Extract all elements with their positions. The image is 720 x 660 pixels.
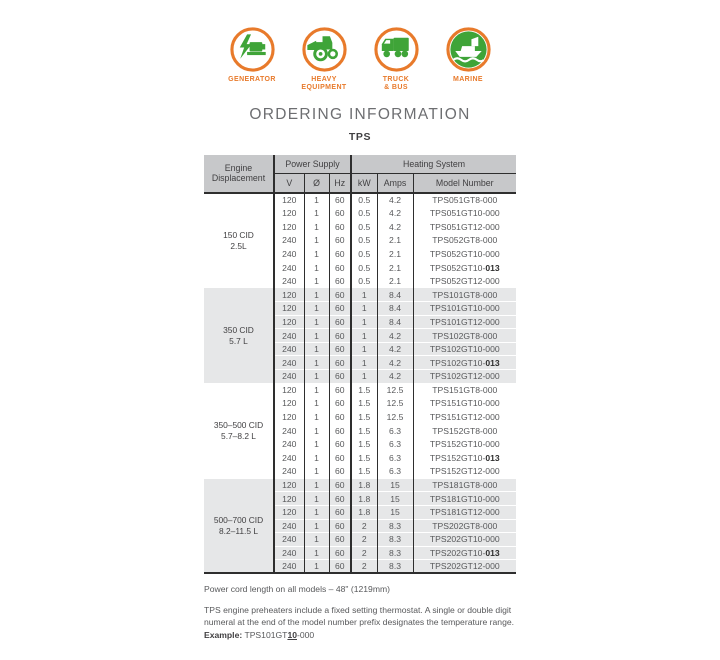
series-subtitle: TPS: [348, 130, 372, 143]
phase-cell: 1: [304, 560, 329, 574]
kw-cell: 1.8: [351, 505, 377, 519]
amps-cell: 15: [377, 492, 413, 506]
application-truck-bus: [365, 26, 427, 93]
kw-cell: 2: [351, 519, 377, 533]
hz-cell: 60: [329, 492, 351, 506]
model-number-cell: TPS202GT12-000: [413, 560, 516, 574]
amps-cell: 4.2: [377, 342, 413, 356]
kw-cell: 1.5: [351, 397, 377, 411]
ordering-table-wrap: [204, 155, 516, 575]
kw-cell: 1.5: [351, 383, 377, 397]
kw-cell: 0.5: [351, 193, 377, 207]
example-temperature-digits: 10: [287, 629, 297, 640]
thermostat-note-line1: TPS engine preheaters include a fixed setting thermostat. A single or double digit: [204, 605, 512, 616]
model-number-cell: TPS152GT8-000: [413, 424, 516, 438]
kw-cell: 1.5: [351, 424, 377, 438]
phase-cell: 1: [304, 505, 329, 519]
amps-cell: 15: [377, 478, 413, 492]
application-heavy-equipment: [293, 26, 355, 93]
volts-cell: 120: [274, 315, 304, 329]
hz-cell: 60: [329, 546, 351, 560]
model-number-cell: TPS052GT10-000: [413, 247, 516, 261]
phase-cell: 1: [304, 546, 329, 560]
kw-cell: 2: [351, 560, 377, 574]
phase-cell: 1: [304, 302, 329, 316]
phase-cell: 1: [304, 424, 329, 438]
model-number-cell: TPS052GT10-013: [413, 261, 516, 275]
kw-cell: 1: [351, 329, 377, 343]
amps-cell: 2.1: [377, 234, 413, 248]
volts-cell: 120: [274, 193, 304, 207]
model-number-cell: TPS152GT10-013: [413, 451, 516, 465]
volts-cell: 120: [274, 302, 304, 316]
amps-cell: 8.4: [377, 302, 413, 316]
model-number-cell: TPS051GT8-000: [413, 193, 516, 207]
phase-cell: 1: [304, 193, 329, 207]
hz-cell: 60: [329, 220, 351, 234]
thermostat-note-line2: numeral at the end of the model number prefix designates the temperature range.: [204, 617, 515, 628]
example-line: [204, 629, 720, 641]
amps-cell: 4.2: [377, 193, 413, 207]
amps-cell: 8.4: [377, 288, 413, 302]
amps-cell: 2.1: [377, 274, 413, 288]
hz-cell: 60: [329, 465, 351, 479]
phase-cell: 1: [304, 234, 329, 248]
phase-cell: 1: [304, 451, 329, 465]
kw-cell: 0.5: [351, 274, 377, 288]
table-row: [204, 193, 516, 207]
volts-cell: 120: [274, 383, 304, 397]
hz-cell: 60: [329, 193, 351, 207]
phase-cell: 1: [304, 383, 329, 397]
kw-cell: 1: [351, 288, 377, 302]
kw-cell: 1.5: [351, 437, 377, 451]
model-number-cell: TPS102GT10-000: [413, 342, 516, 356]
kw-cell: 1.8: [351, 492, 377, 506]
phase-cell: 1: [304, 519, 329, 533]
volts-cell: 120: [274, 410, 304, 424]
model-number-cell: TPS181GT10-000: [413, 492, 516, 506]
phase-cell: 1: [304, 206, 329, 220]
table-body: [204, 193, 516, 574]
amps-cell: 4.2: [377, 220, 413, 234]
volts-cell: 240: [274, 560, 304, 574]
model-number-cell: TPS151GT10-000: [413, 397, 516, 411]
volts-cell: 240: [274, 546, 304, 560]
phase-cell: 1: [304, 329, 329, 343]
phase-cell: 1: [304, 220, 329, 234]
volts-cell: 240: [274, 370, 304, 384]
model-number-cell: TPS152GT10-000: [413, 437, 516, 451]
volts-cell: 240: [274, 261, 304, 275]
volts-cell: 240: [274, 451, 304, 465]
phase-cell: 1: [304, 410, 329, 424]
amps-cell: 12.5: [377, 397, 413, 411]
volts-cell: 240: [274, 342, 304, 356]
phase-cell: 1: [304, 370, 329, 384]
hz-cell: 60: [329, 302, 351, 316]
volts-cell: 240: [274, 356, 304, 370]
kw-cell: 2: [351, 533, 377, 547]
amps-cell: 8.3: [377, 560, 413, 574]
kw-cell: 1.8: [351, 478, 377, 492]
kw-cell: 1: [351, 315, 377, 329]
amps-cell: 8.3: [377, 519, 413, 533]
phase-cell: 1: [304, 492, 329, 506]
col-header-hz: Hz: [329, 174, 351, 193]
volts-cell: 240: [274, 234, 304, 248]
model-number-cell: TPS181GT8-000: [413, 478, 516, 492]
kw-cell: 1: [351, 356, 377, 370]
phase-cell: 1: [304, 261, 329, 275]
volts-cell: 120: [274, 478, 304, 492]
phase-cell: 1: [304, 288, 329, 302]
hz-cell: 60: [329, 247, 351, 261]
example-model-suffix: -000: [297, 629, 315, 640]
hz-cell: 60: [329, 397, 351, 411]
volts-cell: 120: [274, 206, 304, 220]
application-generator: [221, 26, 283, 93]
amps-cell: 15: [377, 505, 413, 519]
model-number-cell: TPS202GT8-000: [413, 519, 516, 533]
hz-cell: 60: [329, 370, 351, 384]
amps-cell: 8.3: [377, 533, 413, 547]
phase-cell: 1: [304, 274, 329, 288]
hz-cell: 60: [329, 356, 351, 370]
truck-bus-icon: [373, 26, 420, 73]
kw-cell: 0.5: [351, 206, 377, 220]
kw-cell: 1: [351, 342, 377, 356]
engine-displacement-cell: 350–500 CID 5.7–8.2 L: [204, 383, 274, 478]
kw-cell: 0.5: [351, 261, 377, 275]
table-row: [204, 478, 516, 492]
application-icons-row: [0, 0, 720, 93]
kw-cell: 1.5: [351, 465, 377, 479]
model-number-cell: TPS052GT8-000: [413, 234, 516, 248]
phase-cell: 1: [304, 465, 329, 479]
kw-cell: 0.5: [351, 220, 377, 234]
hz-cell: 60: [329, 234, 351, 248]
phase-cell: 1: [304, 397, 329, 411]
hz-cell: 60: [329, 505, 351, 519]
amps-cell: 6.3: [377, 437, 413, 451]
model-number-cell: TPS051GT12-000: [413, 220, 516, 234]
phase-cell: 1: [304, 315, 329, 329]
col-header-volts: V: [274, 174, 304, 193]
model-number-cell: TPS101GT12-000: [413, 315, 516, 329]
volts-cell: 120: [274, 505, 304, 519]
model-number-cell: TPS102GT12-000: [413, 370, 516, 384]
hz-cell: 60: [329, 410, 351, 424]
hz-cell: 60: [329, 437, 351, 451]
col-header-kw: kW: [351, 174, 377, 193]
amps-cell: 2.1: [377, 261, 413, 275]
phase-cell: 1: [304, 533, 329, 547]
example-label: Example:: [204, 629, 243, 640]
col-header-engine-displacement: Engine Displacement: [204, 155, 274, 193]
amps-cell: 4.2: [377, 206, 413, 220]
footnotes: [204, 583, 720, 640]
engine-displacement-cell: 350 CID 5.7 L: [204, 288, 274, 383]
truck-bus-label: TRUCK & BUS: [382, 76, 410, 92]
phase-cell: 1: [304, 478, 329, 492]
volts-cell: 240: [274, 247, 304, 261]
marine-label: MARINE: [452, 76, 483, 83]
col-header-amps: Amps: [377, 174, 413, 193]
amps-cell: 8.3: [377, 546, 413, 560]
model-number-cell: TPS101GT10-000: [413, 302, 516, 316]
phase-cell: 1: [304, 356, 329, 370]
kw-cell: 2: [351, 546, 377, 560]
marine-icon: [445, 26, 492, 73]
table-row: [204, 383, 516, 397]
model-number-cell: TPS202GT10-000: [413, 533, 516, 547]
hz-cell: 60: [329, 315, 351, 329]
volts-cell: 120: [274, 492, 304, 506]
amps-cell: 12.5: [377, 410, 413, 424]
model-number-cell: TPS181GT12-000: [413, 505, 516, 519]
ordering-table: [204, 155, 516, 575]
hz-cell: 60: [329, 451, 351, 465]
kw-cell: 1.5: [351, 451, 377, 465]
volts-cell: 240: [274, 519, 304, 533]
col-group-power-supply: Power Supply: [274, 155, 351, 174]
hz-cell: 60: [329, 329, 351, 343]
volts-cell: 120: [274, 288, 304, 302]
hz-cell: 60: [329, 288, 351, 302]
hz-cell: 60: [329, 519, 351, 533]
amps-cell: 4.2: [377, 329, 413, 343]
generator-icon: [229, 26, 276, 73]
amps-cell: 6.3: [377, 451, 413, 465]
volts-cell: 240: [274, 329, 304, 343]
kw-cell: 1: [351, 302, 377, 316]
model-number-cell: TPS202GT10-013: [413, 546, 516, 560]
hz-cell: 60: [329, 560, 351, 574]
col-header-phase: Ø: [304, 174, 329, 193]
model-number-cell: TPS052GT12-000: [413, 274, 516, 288]
table-row: [204, 288, 516, 302]
hz-cell: 60: [329, 424, 351, 438]
volts-cell: 240: [274, 437, 304, 451]
col-group-heating-system: Heating System: [351, 155, 516, 174]
kw-cell: 1.5: [351, 410, 377, 424]
model-number-cell: TPS151GT12-000: [413, 410, 516, 424]
amps-cell: 6.3: [377, 465, 413, 479]
power-cord-note: Power cord length on all models – 48" (1219mm): [204, 584, 390, 595]
example-model-prefix: TPS101GT: [242, 629, 288, 640]
engine-displacement-cell: 500–700 CID 8.2–11.5 L: [204, 478, 274, 573]
volts-cell: 120: [274, 220, 304, 234]
hz-cell: 60: [329, 274, 351, 288]
hz-cell: 60: [329, 261, 351, 275]
model-number-cell: TPS102GT8-000: [413, 329, 516, 343]
phase-cell: 1: [304, 437, 329, 451]
heavy-equipment-label: HEAVY EQUIPMENT: [301, 76, 347, 92]
heavy-equipment-icon: [301, 26, 348, 73]
model-number-cell: TPS051GT10-000: [413, 206, 516, 220]
hz-cell: 60: [329, 342, 351, 356]
model-number-cell: TPS152GT12-000: [413, 465, 516, 479]
amps-cell: 6.3: [377, 424, 413, 438]
model-number-cell: TPS101GT8-000: [413, 288, 516, 302]
page-title: ORDERING INFORMATION: [249, 105, 471, 123]
engine-displacement-cell: 150 CID 2.5L: [204, 193, 274, 288]
application-marine: [437, 26, 499, 93]
model-number-cell: TPS151GT8-000: [413, 383, 516, 397]
volts-cell: 240: [274, 274, 304, 288]
table-header: [204, 155, 516, 193]
kw-cell: 0.5: [351, 234, 377, 248]
phase-cell: 1: [304, 342, 329, 356]
amps-cell: 2.1: [377, 247, 413, 261]
amps-cell: 8.4: [377, 315, 413, 329]
model-number-cell: TPS102GT10-013: [413, 356, 516, 370]
col-header-model-number: Model Number: [413, 174, 516, 193]
amps-cell: 12.5: [377, 383, 413, 397]
kw-cell: 1: [351, 370, 377, 384]
generator-label: GENERATOR: [228, 76, 276, 83]
hz-cell: 60: [329, 383, 351, 397]
kw-cell: 0.5: [351, 247, 377, 261]
amps-cell: 4.2: [377, 370, 413, 384]
volts-cell: 240: [274, 424, 304, 438]
hz-cell: 60: [329, 478, 351, 492]
hz-cell: 60: [329, 533, 351, 547]
volts-cell: 240: [274, 465, 304, 479]
volts-cell: 120: [274, 397, 304, 411]
amps-cell: 4.2: [377, 356, 413, 370]
phase-cell: 1: [304, 247, 329, 261]
hz-cell: 60: [329, 206, 351, 220]
volts-cell: 240: [274, 533, 304, 547]
